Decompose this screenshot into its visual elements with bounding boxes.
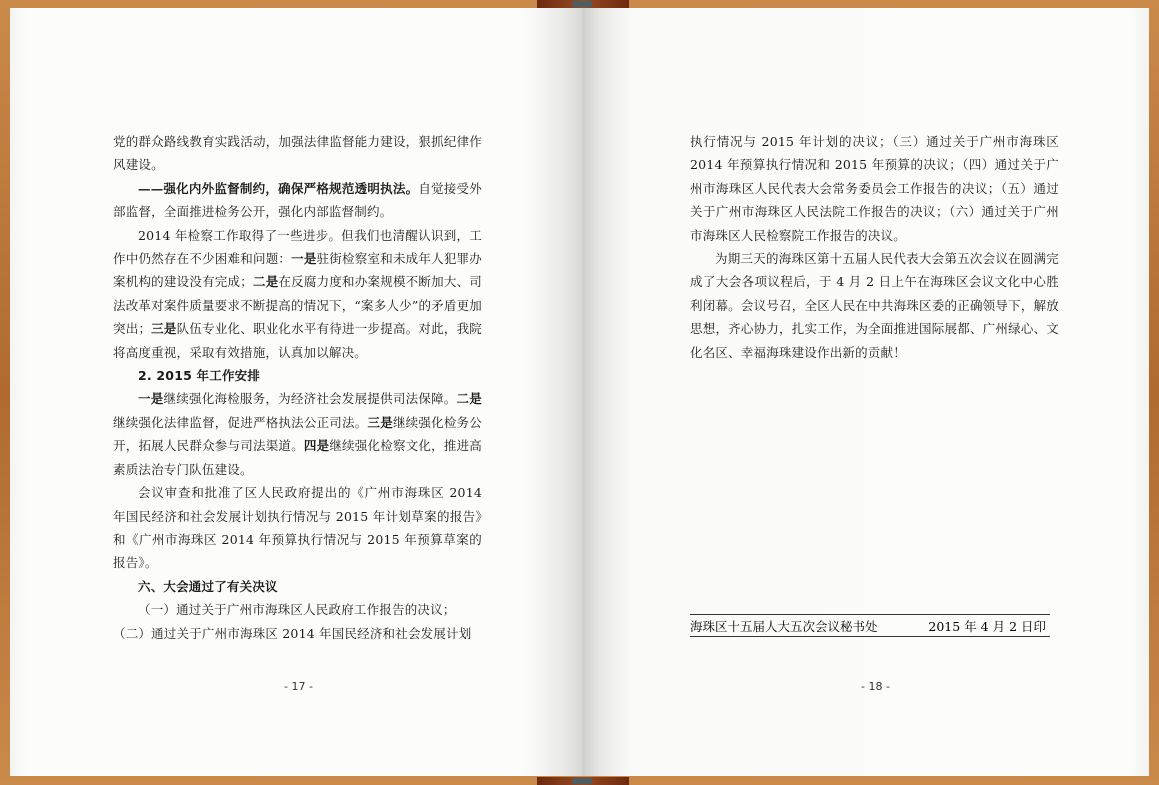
footer-organization: 海珠区十五届人大五次会议秘书处 [690,619,878,634]
section-heading: 2. 2015 年工作安排 [138,368,261,384]
bold-lead: 二是 [456,391,482,407]
left-page-text [113,130,482,645]
right-page[interactable] [583,8,1149,776]
paragraph: 为期三天的海珠区第十五届人民代表大会第五次会议在圆满完成了大会各项议程后，于 4 月 2 日上午在海珠区会议文化中心胜利闭幕。会议号召，全区人民在中共海珠区委的正确领导下，解放思想，齐心协力，扎实工作，为全面推进国际展都、广州绿心、文化名区、幸福海珠建设作出新的贡献！ [690,251,1059,360]
paragraph [113,177,482,224]
bold-lead: 一是 [138,391,164,407]
text-span: 2014 年检察工作取得了一些进步。但我们也清醒认识到，工作中仍然存在不少困难和问题： [113,227,482,267]
bold-lead: 三是 [151,321,177,337]
right-page-text [690,130,1059,364]
clasp-icon [572,1,592,7]
paragraph: （二）通过关于广州市海珠区 2014 年国民经济和社会发展计划 [113,625,472,641]
text-span: 继续强化海检服务，为经济社会发展提供司法保障。 [163,391,457,407]
text-span: 继续强化检务公开，拓展人民群众参与司法渠道。 [113,414,482,454]
paragraph: 会议审查和批准了区人民政府提出的《广州市海珠区 2014 年国民经济和社会发展计划执行情况与 2015 年计划草案的报告》和《广州市海珠区 2014 年预算执行情况与 2015 年预算草案的报告》。 [113,485,482,571]
page-number: - 17 - [284,680,313,693]
paragraph [113,387,482,481]
document-footer [690,614,1050,637]
bold-lead: 一是 [291,251,317,267]
bold-lead: ——强化内外监督制约，确保严格规范透明执法。 [138,180,419,196]
bold-lead: 二是 [252,274,279,290]
text-span: 在反腐力度和办案规模不断加大、司法改革对案件质量要求不断提高的情况下，“案多人少”的矛盾更加突出； [113,274,483,337]
text-span: 队伍专业化、职业化水平有待进一步提高。对此，我院将高度重视，采取有效措施，认真加以解决。 [113,321,482,360]
bold-lead: 三是 [367,414,393,430]
text-span: 驻街检察室和未成年人犯罪办案机构的建设没有完成； [113,251,482,290]
clasp-icon [572,778,592,784]
paragraph: 党的群众路线教育实践活动，加强法律监督能力建设，狠抓纪律作风建设。 [113,134,482,173]
footer-date: 2015 年 4 月 2 日印 [928,619,1046,634]
section-heading: 六、大会通过了有关决议 [138,578,278,594]
page-number: - 18 - [861,680,890,693]
paragraph: 执行情况与 2015 年计划的决议；（三）通过关于广州市海珠区 2014 年预算执行情况和 2015 年预算的决议；（四）通过关于广州市海珠区人民代表大会常务委员会工作报告的决议；（五）通过关于广州市海珠区人民法院工作报告的决议；（六）通过关于广州市海珠区人民检察院工作报告的决议。 [690,134,1059,243]
text-span: 继续强化法律监督，促进严格执法公正司法。 [113,414,368,430]
text-span: 继续强化检察文化，推进高素质法治专门队伍建设。 [113,438,482,477]
bold-lead: 四是 [303,438,330,454]
text-span: 自觉接受外部监督，全面推进检务公开，强化内部监督制约。 [113,180,482,220]
paragraph [113,224,482,364]
paragraph: （一）通过关于广州市海珠区人民政府工作报告的决议； [138,602,456,618]
left-page[interactable] [10,8,583,776]
